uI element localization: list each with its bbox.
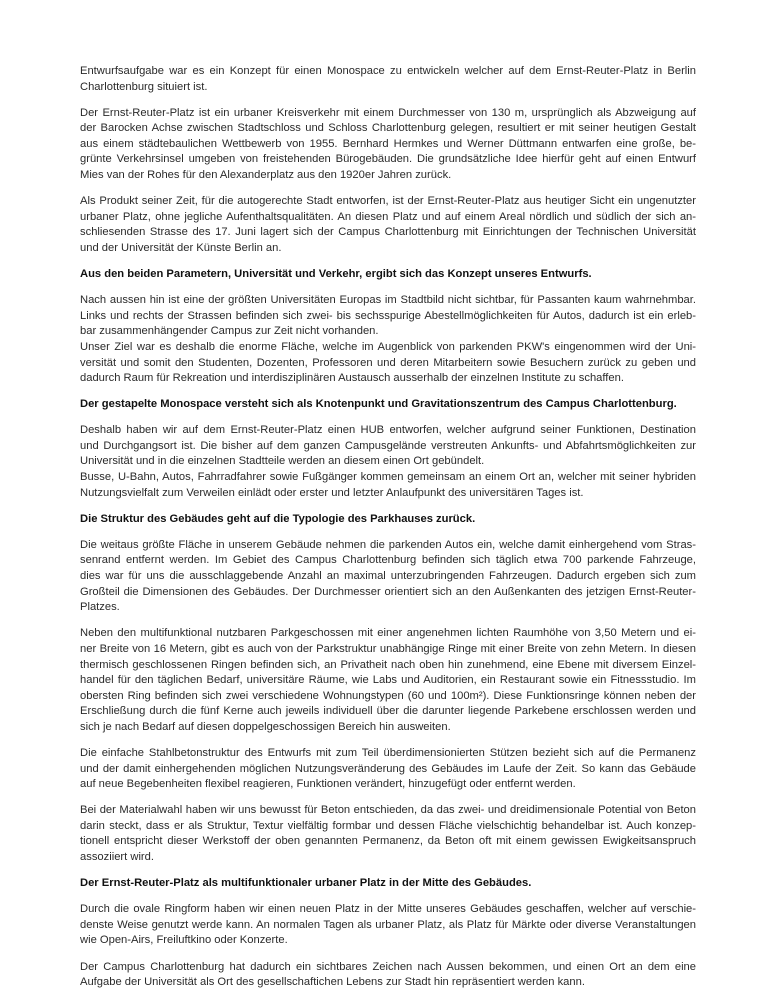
text-line: Großteil die Dimensionen des Gebäudes. Der Durchmesser orientiert sich an den Außenkanten des jetzigen Ernst-Reuter- <box>80 585 696 598</box>
document-page <box>80 64 696 1001</box>
paragraph-campus <box>80 293 696 387</box>
text-line: dies war für uns die ausschlaggebende Anzahl an maximal unterzubringenden Fahrzeugen. Dadurch ergeben sich zum <box>80 570 696 583</box>
text-line: Mies van der Rohes für den Alexanderplatz aus den 1920er Jahren zurück. <box>80 169 452 182</box>
heading-line: Der Ernst-Reuter-Platz als multifunktionaler urbaner Platz in der Mitte des Gebäudes. <box>80 877 532 890</box>
text-line: thermisch geschlossenen Ringen befinden sich, an Privatheit nach oben hin zunehmend, eine Ebene mit diversem Einzel- <box>80 658 696 671</box>
text-line: Platzes. <box>80 601 120 614</box>
text-line: urbaner Platz, ohne jegliche Aufenthaltsqualitäten. An diesen Platz und auf einem Areal nördlich und südlich der sich an- <box>80 210 696 223</box>
paragraph-history <box>80 106 696 184</box>
text-line: der Barocken Achse zwischen Stadtschloss und Schloss Charlottenburg gelegen, resultiert er mit seiner heutigen Gestalt <box>80 122 696 135</box>
section-heading-structure <box>80 512 696 528</box>
text-line: Deshalb haben wir auf dem Ernst-Reuter-Platz einen HUB entworfen, welcher aufgrund seiner Funktionen, Destination <box>80 424 696 437</box>
text-line: Charlottenburg situiert ist. <box>80 80 208 93</box>
text-line: handel für den täglichen Bedarf, universitäre Räume, wie Labs und Auditorien, ein Restaurant sowie ein Fitnessstudio. Im <box>80 674 696 687</box>
paragraph-context <box>80 194 696 256</box>
text-line: assoziiert wird. <box>80 851 154 864</box>
text-line: aus einem städtebaulichen Wettbewerb von 1955. Bernhard Hermkes und Werner Düttmann entwarfen eine große, be- <box>80 137 696 150</box>
paragraph-ringform <box>80 902 696 949</box>
paragraph-conclusion <box>80 960 696 991</box>
text-line: Nach aussen hin ist eine der größten Universitäten Europas im Stadtbild nicht sichtbar, für Passanten kaum wahrnehmbar. <box>80 294 696 307</box>
text-line: Erschließung durch die fünf Kerne auch jeweils individuell über die darunter liegende Parkebene erschlossen werden und <box>80 705 696 718</box>
section-heading-concept <box>80 267 696 283</box>
text-line: Universität und in die einzelnen Stadtteile werden an diesem einen Ort gebündelt. <box>80 455 485 468</box>
text-line: senrand entfernt werden. Im Gebiet des Campus Charlottenburg befinden sich täglich etwa 700 parkende Fahrzeuge, <box>80 554 696 567</box>
text-line: dadurch Raum für Rekreation und interdisziplinären Austausch ausserhalb der einzelnen Institute zu schaffen. <box>80 372 624 385</box>
paragraph-rings <box>80 626 696 735</box>
text-line: tionell entspricht dieser Werkstoff der oben genannten Permanenz, da Beton oft mit einem gewissen Ewigkeitsanspruch <box>80 835 696 848</box>
heading-line: Aus den beiden Parametern, Universität und Verkehr, ergibt sich das Konzept unseres Entwurfs. <box>80 268 592 281</box>
section-heading-platz <box>80 876 696 892</box>
paragraph-parking <box>80 538 696 616</box>
text-line: Als Produkt seiner Zeit, für die autogerechte Stadt entworfen, ist der Ernst-Reuter-Platz aus heutiger Sicht ein ungenutzter <box>80 195 696 208</box>
text-line: Der Campus Charlottenburg hat dadurch ein sichtbares Zeichen nach Aussen bekommen, und einen Ort an dem eine <box>80 960 696 973</box>
paragraph-material <box>80 803 696 865</box>
text-line: Neben den multifunktional nutzbaren Parkgeschossen mit einer angenehmen lichten Raumhöhe von 3,50 Metern und ei- <box>80 627 696 640</box>
paragraph-intro <box>80 64 696 95</box>
text-line: denste Weise genutzt werde kann. An normalen Tagen als urbaner Platz, als Platz für Märkte oder diverse Veranstaltungen <box>80 918 696 931</box>
text-line: schliesenden Strasse des 17. Juni lagert sich der Campus Charlottenburg mit Einrichtungen der Technischen Universität <box>80 226 696 239</box>
text-line: Durch die ovale Ringform haben wir einen neuen Platz in der Mitte unseres Gebäudes geschaffen, welcher auf verschie- <box>80 903 696 916</box>
text-line: Bei der Materialwahl haben wir uns bewusst für Beton entschieden, da das zwei- und dreidimensionale Potential von Beton <box>80 804 696 817</box>
text-line: Aufgabe der Universität als Ort des gesellschaftichen Lebens zur Stadt hin repräsentiert werden kann. <box>80 976 585 989</box>
text-line: und Durchgangsort ist. Die bisher auf dem ganzen Campusgelände verstreuten Ankunfts- und Abfahrtsmöglichkeiten zur <box>80 439 696 452</box>
text-line: auf neue Begebenheiten flexibel reagieren, Funktionen verändert, hinzugefügt oder entfernt werden. <box>80 778 576 791</box>
paragraph-structure <box>80 746 696 793</box>
text-line: Entwurfsaufgabe war es ein Konzept für einen Monospace zu entwickeln welcher auf dem Ernst-Reuter-Platz in Berlin <box>80 65 696 77</box>
text-line: Der Ernst-Reuter-Platz ist ein urbaner Kreisverkehr mit einem Durchmesser von 130 m, ursprünglich als Abzweigung auf <box>80 106 696 119</box>
text-line: darin steckt, dass er als Struktur, Textur vielfältig formbar und dessen Fläche vielschichtig behandelbar ist. Auch konzep- <box>80 819 696 832</box>
text-line: Links und rechts der Strassen befinden sich zwei- bis sechsspurige Abestellmöglichkeiten für Autos, dadurch ist ein erleb- <box>80 309 696 322</box>
text-line: ner Breite von 16 Metern, gibt es auch von der Parkstruktur unabhängige Ringe mit einer Breite von zehn Metern. In diesen <box>80 642 696 655</box>
text-line: Die weitaus größte Fläche in unserem Gebäude nehmen die parkenden Autos ein, welche damit einhergehend vom Stras- <box>80 538 696 551</box>
text-line: Die einfache Stahlbetonstruktur des Entwurfs mit zum Teil überdimensionierten Stützen bezieht sich auf die Permanenz <box>80 746 696 759</box>
heading-line: Die Struktur des Gebäudes geht auf die Typologie des Parkhauses zurück. <box>80 512 476 525</box>
text-line: versität und somit den Studenten, Dozenten, Professoren und deren Mitarbeitern sowie Besuchern zurück zu geben und <box>80 356 696 369</box>
text-line: Unser Ziel war es deshalb die enorme Fläche, welche im Augenblick von parkenden PKW's eingenommen wird der Uni- <box>80 340 696 353</box>
text-line: und der damit einhergehenden möglichen Nutzungsveränderung des Gebäudes im Laufe der Zeit. So kann das Gebäude <box>80 762 696 775</box>
heading-line: Der gestapelte Monospace versteht sich als Knotenpunkt und Gravitationszentrum des Campus Charlottenburg. <box>80 398 677 411</box>
text-line: Nutzungsvielfalt zum Verweilen einlädt oder erster und letzter Anlaufpunkt des universitären Tages ist. <box>80 486 584 499</box>
text-line: Busse, U-Bahn, Autos, Fahrradfahrer sowie Fußgänger kommen gemeinsam an einem Ort an, welcher mit seiner hybriden <box>80 471 696 484</box>
text-line: bar zusammenhängender Campus zur Zeit nicht vorhanden. <box>80 325 379 338</box>
text-line: wie Open-Airs, Freiluftkino oder Konzerte. <box>80 934 288 947</box>
text-line: grünte Verkehrsinsel umgeben von freistehenden Bürogebäuden. Die grundsätzliche Idee hierfür geht auf einen Entwurf <box>80 153 696 166</box>
text-line: obersten Ring befinden sich zwei verschiedene Wohnungstypen (60 und 100m²). Diese Funktionsringe können neben der <box>80 689 696 702</box>
text-line: sich je nach Bedarf auf diesen doppelgeschossigen Bereich hin ausweiten. <box>80 720 451 733</box>
section-heading-monospace <box>80 397 696 413</box>
text-line: und der Universität der Künste Berlin an. <box>80 241 282 254</box>
paragraph-hub <box>80 423 696 501</box>
